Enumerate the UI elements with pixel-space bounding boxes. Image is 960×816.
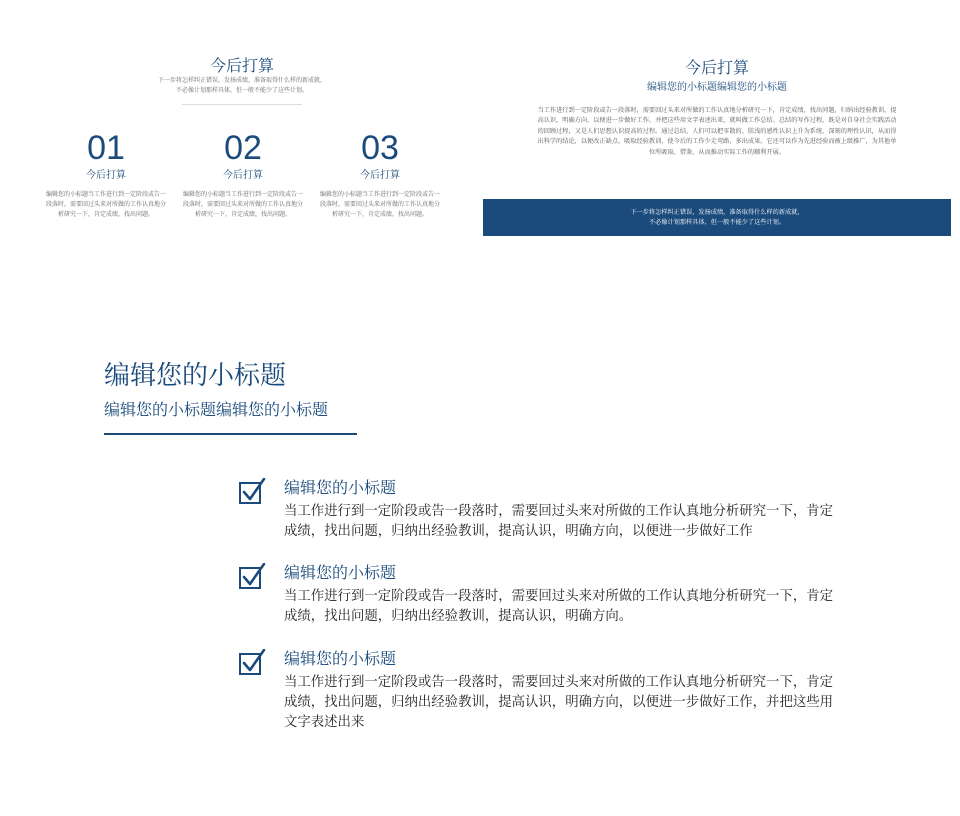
slide3-title-underline [104,433,357,435]
column-title: 今后打算 [360,170,400,181]
checkbox-checked-icon [238,649,266,677]
column-title: 今后打算 [223,170,263,181]
slide2-body: 当工作进行到一定阶段或告一段落时，需要回过头来对所做的工作认真地分析研究一下，肯定成绩，找出问题，归纳出经验教训，提高认识，明确方向，以便进一步做好工作，并把这些用文字表述出来，就叫做工作总结。总结的写作过程，既是对自身社会实践活动的回顾过程，又是人们思想认识提高的过程。通过总结，人们可以把零散的、肤浅的感性认识上升为系统、深刻的理性认识，从而得出科学的结论，以便改正缺点，吸取经验教训，使今后的工作少走弯路，多出成果。它还可以作为先进经验而被上级推广，为其他单位所吸取、借鉴，从而推动实际工作的顺利开展。 [537,107,897,156]
item-title: 编辑您的小标题 [284,478,397,497]
slide2-title: 今后打算 [684,58,749,77]
column-text: 编辑您的小标题当工作进行到一定阶段或告一段落时，需要回过头来对所做的工作认真地分析研究一下，肯定成绩，找出问题。 [183,191,304,218]
slide3-title: 编辑您的小标题 [104,361,287,391]
column-title: 今后打算 [86,170,126,181]
checkbox-checked-icon [238,563,266,591]
item-text: 当工作进行到一定阶段或告一段落时，需要回过头来对所做的工作认真地分析研究一下，肯定成绩，找出问题，归纳出经验教训，提高认识，明确方向，以便进一步做好工作 [284,504,834,539]
slide1-subtitle-line-2: 不必像计划那样具体，但一般不能少了这些计划。 [175,87,308,94]
slide1-divider [182,104,302,105]
column-number: 02 [224,129,262,167]
slide1-column-1 [46,128,166,220]
column-number: 03 [361,129,399,167]
slide2-banner-line-2: 不必像计划那样具体，但一般不能少了这些计划。 [648,219,786,226]
slide2-banner-line-1: 下一步将怎样纠正错误，发扬成绩，准备取得什么样的新成就， [630,209,804,216]
slide1-subtitle-line-1: 下一步将怎样纠正错误，发扬成绩，准备取得什么样的新成就， [157,77,326,84]
slide1-column-3 [320,128,440,220]
item-title: 编辑您的小标题 [284,563,397,582]
slide3-subtitle: 编辑您的小标题编辑您的小标题 [104,400,329,419]
item-text: 当工作进行到一定阶段或告一段落时，需要回过头来对所做的工作认真地分析研究一下，肯定成绩，找出问题，归纳出经验教训，提高认识，明确方向。 [284,589,834,624]
slide1-title: 今后打算 [209,56,274,75]
column-text: 编辑您的小标题当工作进行到一定阶段或告一段落时，需要回过头来对所做的工作认真地分析研究一下，肯定成绩，找出问题。 [320,191,441,218]
column-text: 编辑您的小标题当工作进行到一定阶段或告一段落时，需要回过头来对所做的工作认真地分析研究一下，肯定成绩，找出问题。 [46,191,167,218]
checkbox-checked-icon [238,478,266,506]
slide2-banner [483,199,951,236]
slide1-column-2 [183,128,303,220]
item-title: 编辑您的小标题 [284,649,397,668]
slide2-subtitle: 编辑您的小标题编辑您的小标题 [647,82,787,93]
slide1-subtitle [0,76,484,96]
column-number: 01 [87,129,125,167]
item-text: 当工作进行到一定阶段或告一段落时，需要回过头来对所做的工作认真地分析研究一下，肯定成绩，找出问题，归纳出经验教训，提高认识，明确方向，以便进一步做好工作，并把这些用文字表述出来 [284,675,834,730]
